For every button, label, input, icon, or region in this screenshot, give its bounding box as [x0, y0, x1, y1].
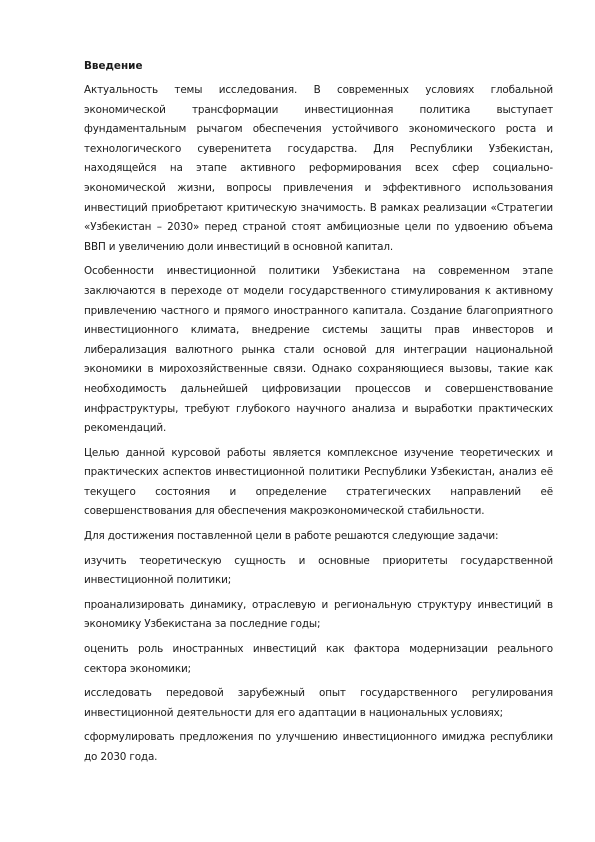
- paragraph-goal: Целью данной курсовой работы является комплексное изучение теоретических и практических аспектов инвестиционной политики Республики Узбекистан, анализ её текущего состояния и определение стратегических направлений её совершенствования для обеспечения макроэкономической стабильности.: [84, 446, 553, 518]
- paragraph-relevance: Актуальность темы исследования. В современных условиях глобальной экономической трансформации инвестиционная политика выступает фундаментальным рычагом обеспечения устойчивого экономического роста и технологического суверенитета государства. Для Республики Узбекистан, находящейся на этапе активного реформирования всех сфер социально-экономической жизни, вопросы привлечения и эффективного использования инвестиций приобретают критическую значимость. В рамках реализации «Стратегии «Узбекистан – 2030» перед страной стоят амбициозные цели по удвоению объема ВВП и увеличению доли инвестиций в основной капитал.: [84, 84, 553, 253]
- task-item-proposals: сформулировать предложения по улучшению инвестиционного имиджа республики до 2030 года.: [84, 731, 553, 763]
- paragraph-policy-features: Особенности инвестиционной политики Узбекистана на современном этапе заключаются в переходе от модели государственного стимулирования к активному привлечению частного и прямого иностранного капитала. Создание благоприятного инвестиционного климата, внедрение системы защиты прав инвесторов и либерализация валютного рынка стали основой для интеграции национальной экономики в мирохозяйственные связи. Однако сохраняющиеся вызовы, такие как необходимость дальнейшей цифровизации процессов и совершенствование инфраструктуры, требуют глубокого научного анализа и выработки практических рекомендаций.: [84, 265, 553, 435]
- task-item-foreign-experience: исследовать передовой зарубежный опыт государственного регулирования инвестиционной деятельности для его адаптации в национальных условиях;: [84, 687, 553, 719]
- paragraph-tasks-intro: Для достижения поставленной цели в работе решаются следующие задачи:: [84, 530, 499, 543]
- task-item-analysis: проанализировать динамику, отраслевую и региональную структуру инвестиций в экономику Узбекистана за последние годы;: [84, 598, 553, 631]
- task-item-theory: изучить теоретическую сущность и основные приоритеты государственной инвестиционной политики;: [84, 554, 553, 587]
- task-item-foreign-investment: оценить роль иностранных инвестиций как фактора модернизации реального сектора экономики;: [84, 643, 553, 675]
- section-heading: Введение: [84, 60, 143, 72]
